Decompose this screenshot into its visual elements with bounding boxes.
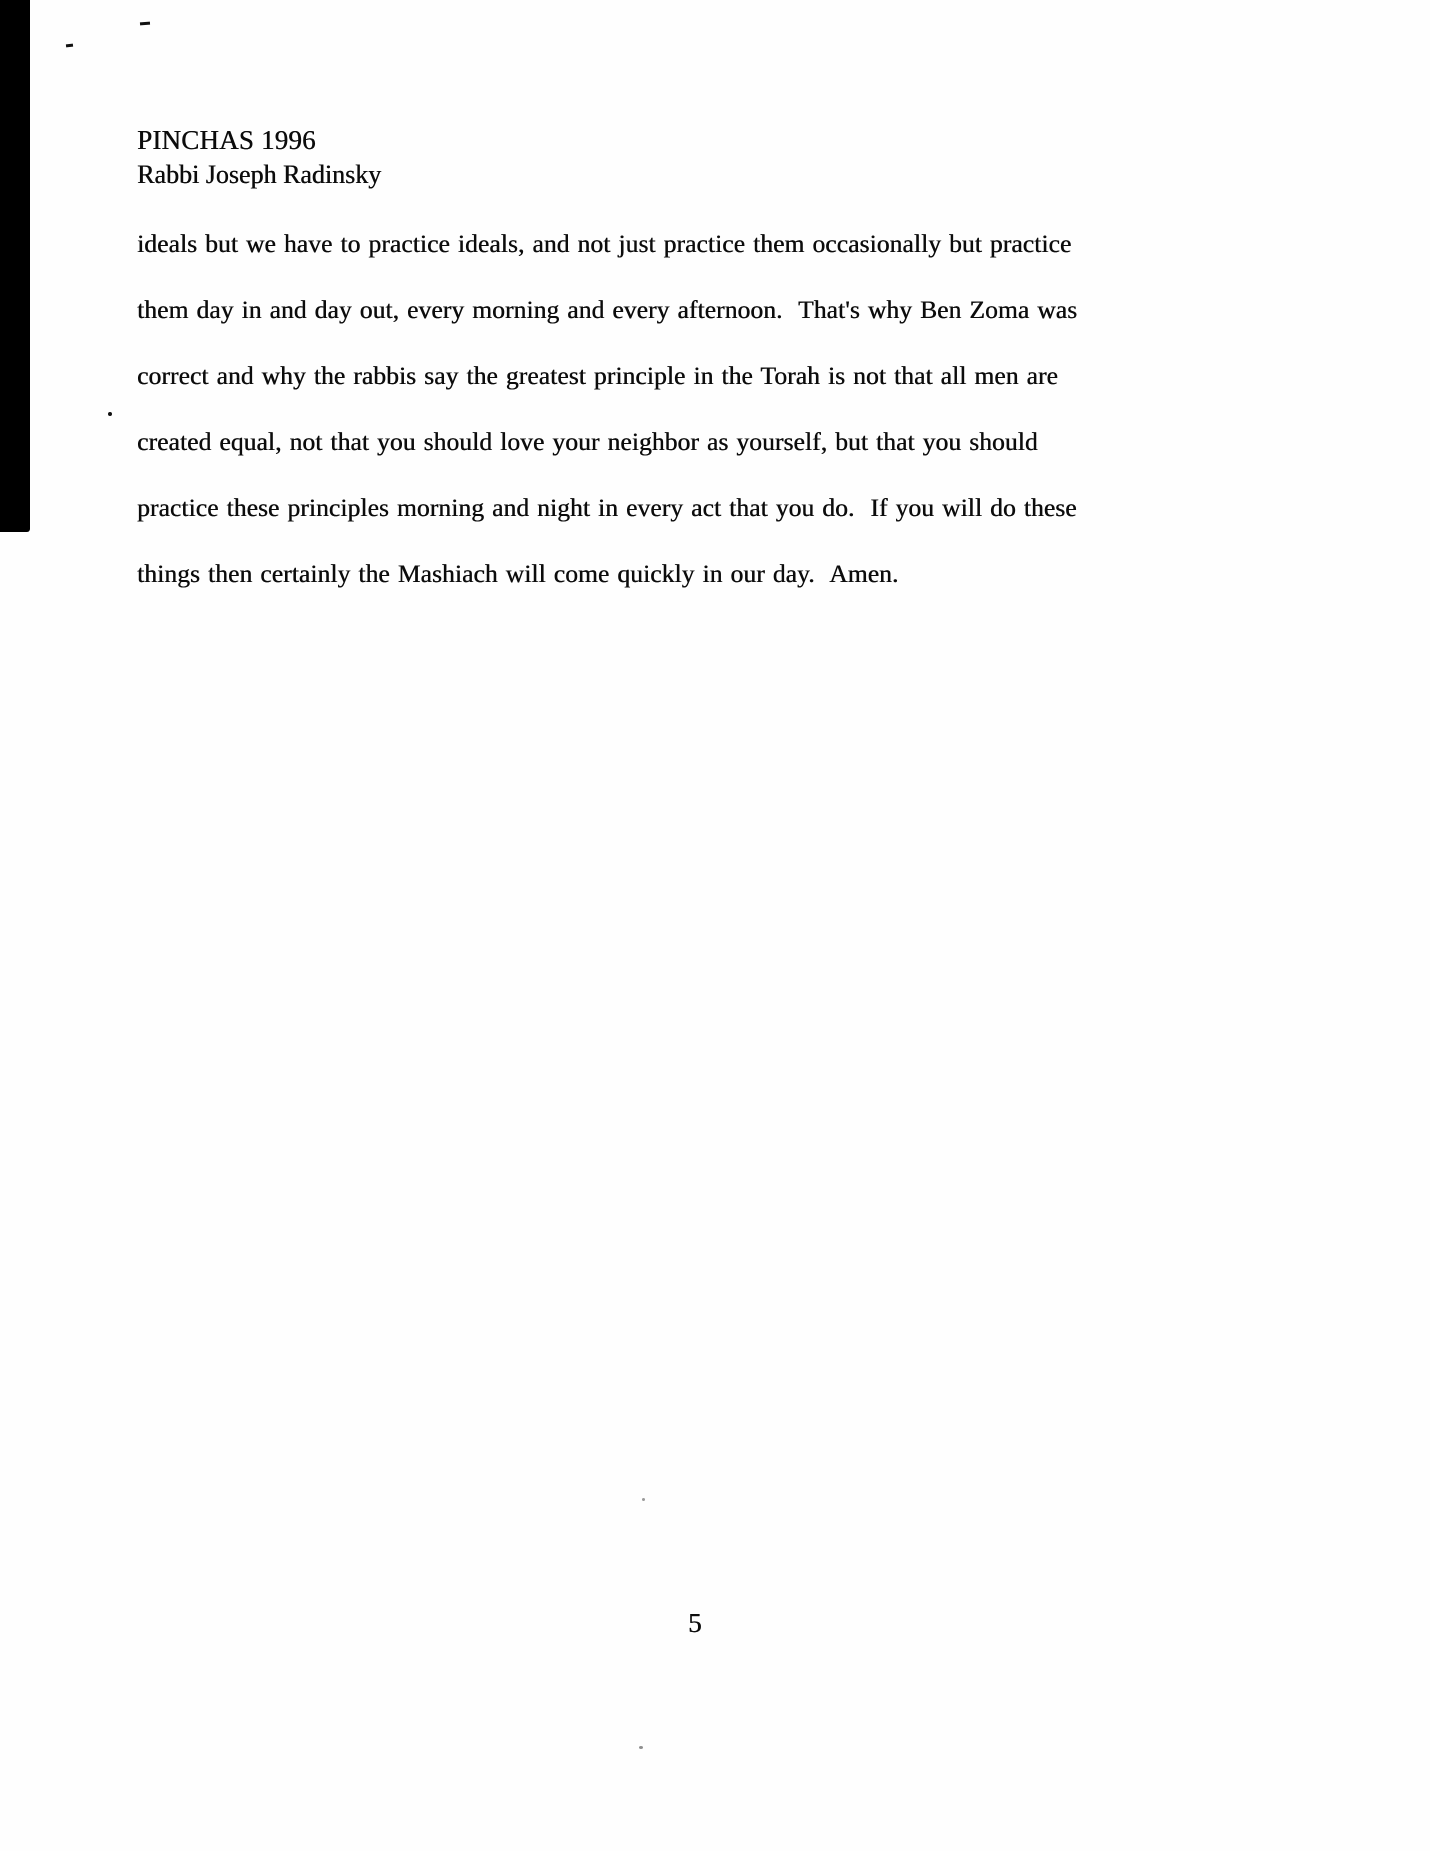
body-line: things then certainly the Mashiach will come quickly in our day. Amen.	[137, 559, 899, 588]
document-author: Rabbi Joseph Radinsky	[137, 160, 382, 189]
body-line: practice these principles morning and night in every act that you do. If you will do these	[137, 493, 1077, 522]
scan-speck	[639, 1746, 643, 1749]
scan-speck	[642, 1498, 645, 1501]
document-header	[137, 122, 381, 192]
body-line: created equal, not that you should love your neighbor as yourself, but that you should	[137, 427, 1038, 456]
body-line: correct and why the rabbis say the greatest principle in the Torah is not that all men are	[137, 361, 1058, 390]
body-line: ideals but we have to practice ideals, and not just practice them occasionally but practice	[137, 229, 1072, 258]
body-line: them day in and day out, every morning and every afternoon. That's why Ben Zoma was	[137, 295, 1078, 324]
scan-speck	[140, 22, 150, 26]
scan-artifact-bar	[0, 0, 30, 532]
page-number: 5	[688, 1608, 702, 1638]
scan-speck	[108, 412, 112, 416]
document-title: PINCHAS 1996	[137, 125, 316, 155]
scan-speck	[66, 44, 73, 48]
